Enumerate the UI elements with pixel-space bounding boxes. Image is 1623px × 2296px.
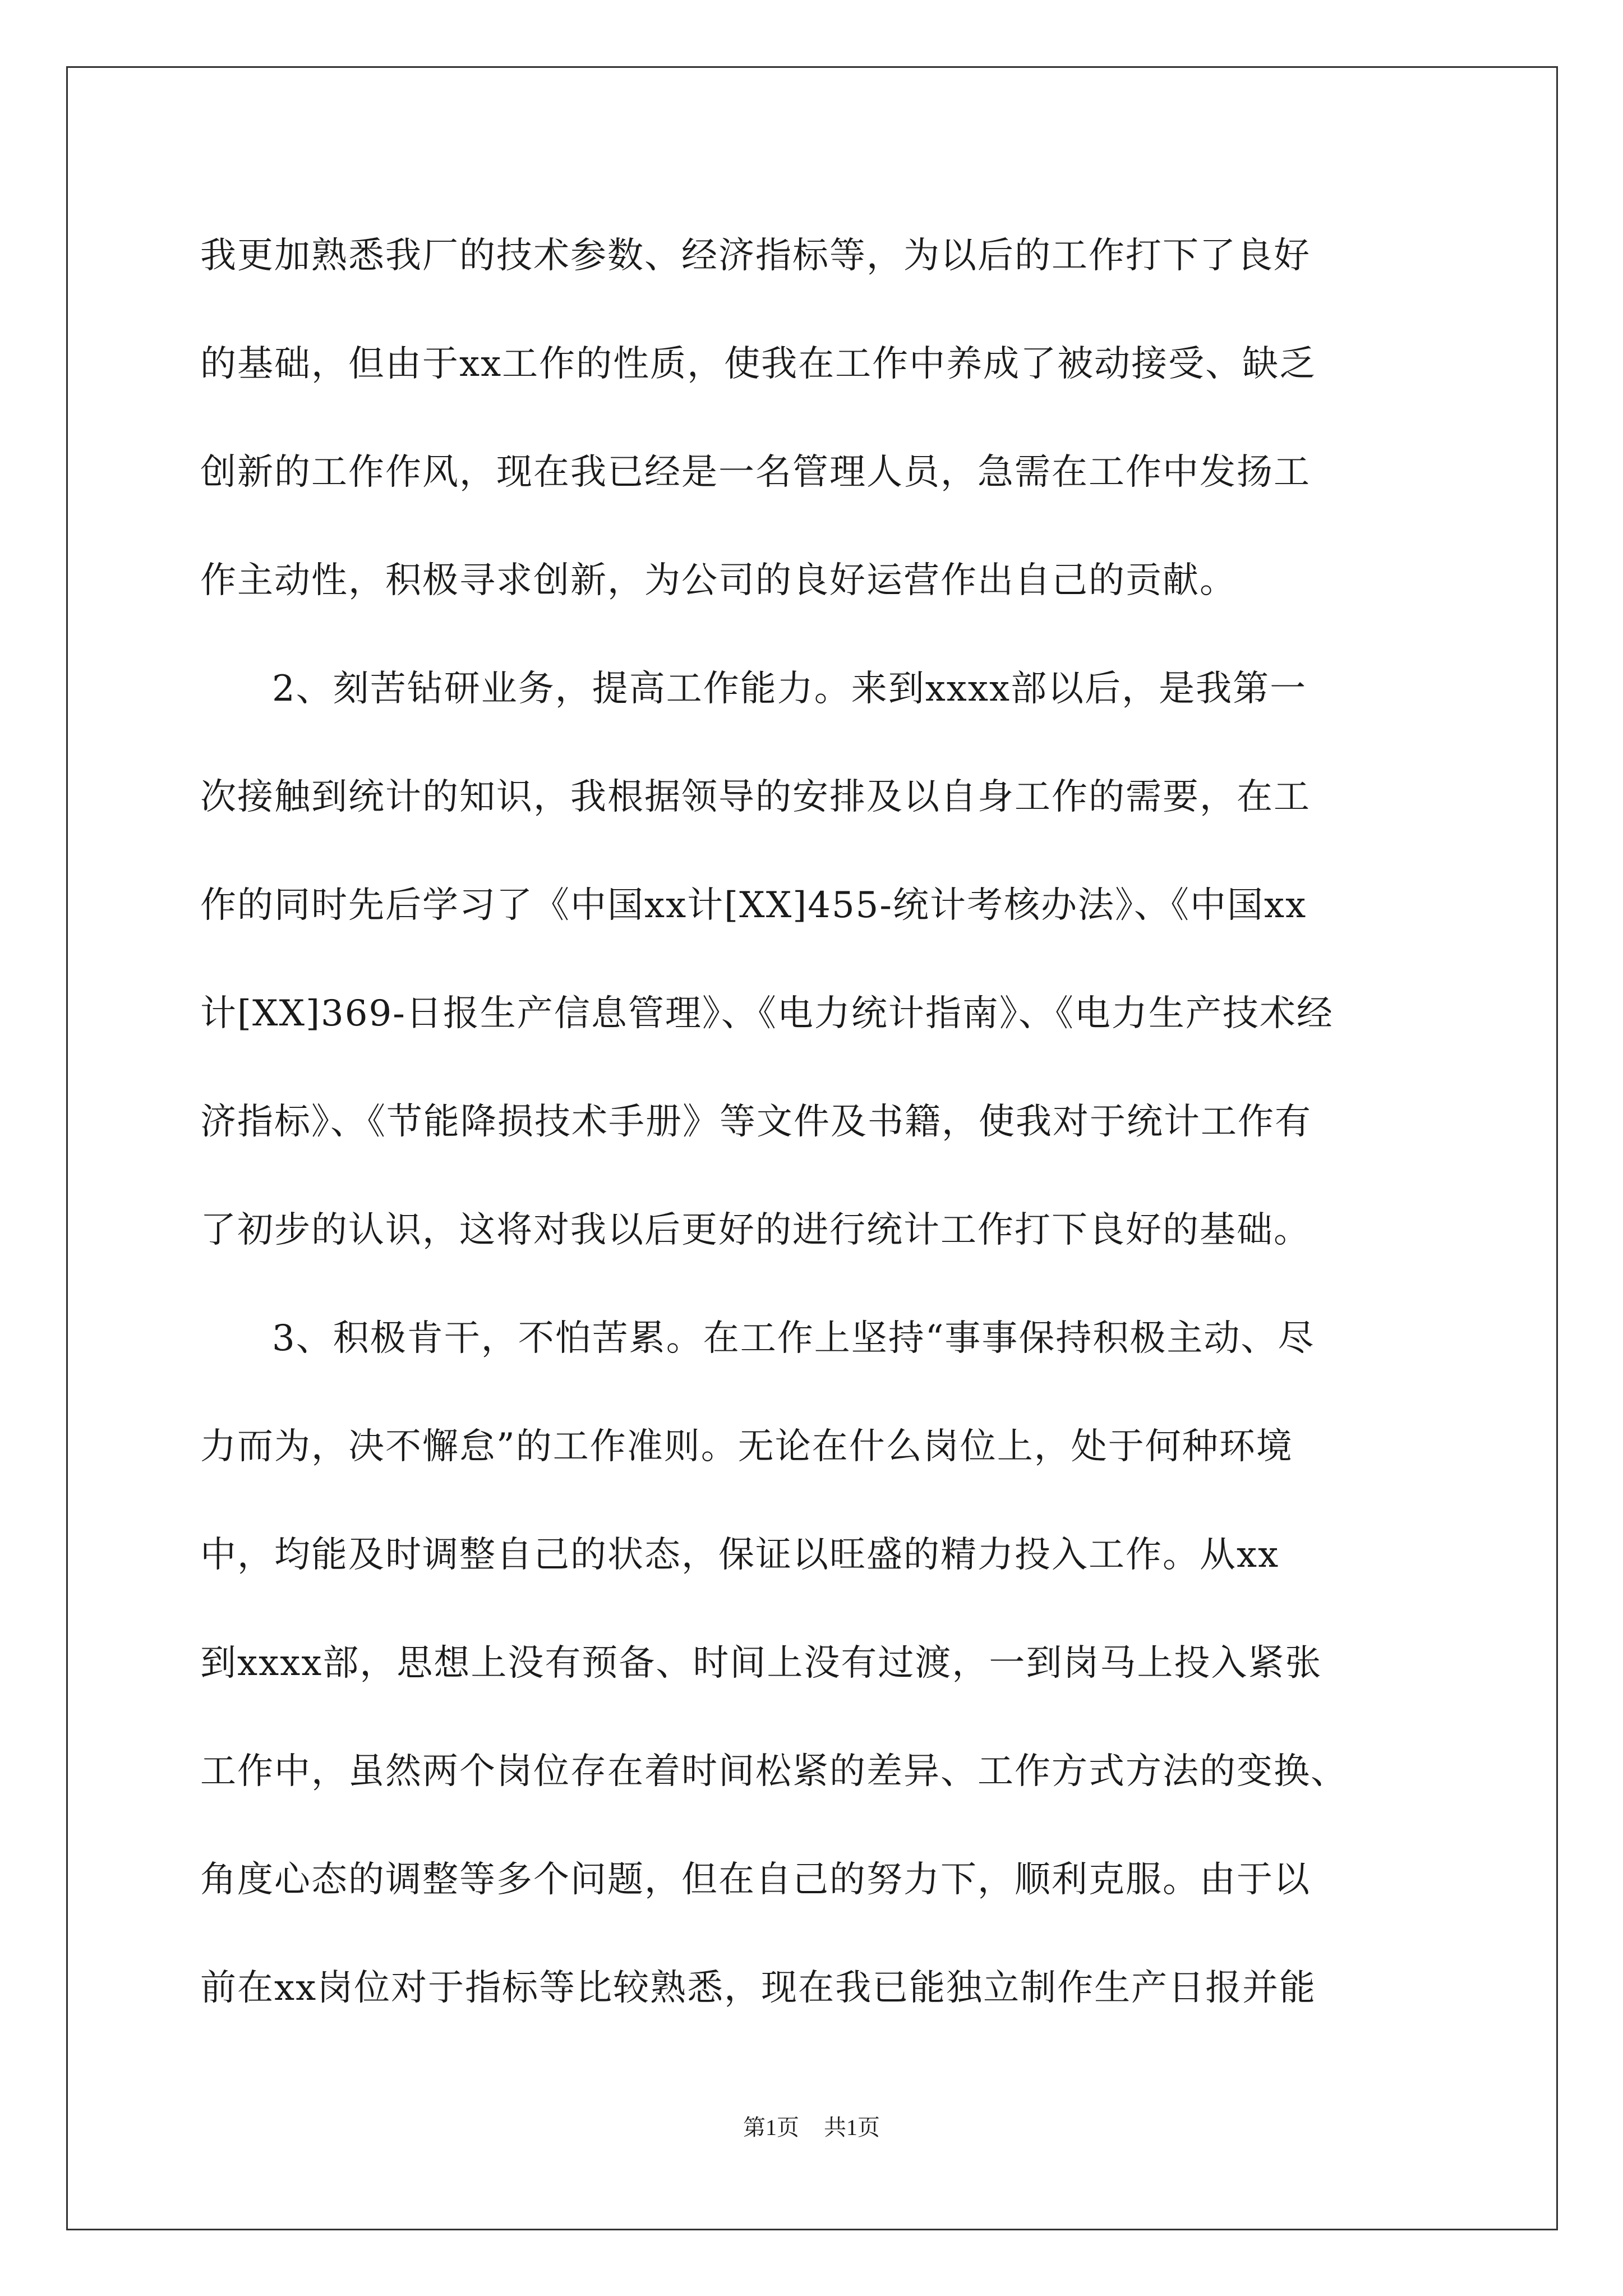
text-line: 角度心态的调整等多个问题，但在自己的努力下，顺利克服。由于以 [200, 1859, 1311, 1901]
paragraph-start-line: 3、积极肯干，不怕苦累。在工作上坚持“事事保持积极主动、尽 [272, 1318, 1315, 1359]
text-line: 的基础，但由于xx工作的性质，使我在工作中养成了被动接受、缺乏 [200, 343, 1317, 385]
text-line: 创新的工作作风，现在我已经是一名管理人员，急需在工作中发扬工 [200, 452, 1311, 493]
text-line: 我更加熟悉我厂的技术参数、经济指标等，为以后的工作打下了良好 [200, 235, 1311, 277]
text-line: 到xxxx部，思想上没有预备、时间上没有过渡，一到岗马上投入紧张 [200, 1642, 1322, 1684]
text-line: 次接触到统计的知识，我根据领导的安排及以自身工作的需要，在工 [200, 776, 1311, 818]
text-line: 工作中，虽然两个岗位存在着时间松紧的差异、工作方式方法的变换、 [200, 1751, 1348, 1792]
text-line: 作主动性，积极寻求创新，为公司的良好运营作出自己的贡献。 [200, 560, 1237, 601]
text-line: 作的同时先后学习了《中国xx计[XX]455-统计考核办法》、《中国xx [200, 885, 1307, 926]
text-line: 中，均能及时调整自己的状态，保证以旺盛的精力投入工作。从xx [200, 1534, 1280, 1576]
text-line: 前在xx岗位对于指标等比较熟悉，现在我已能独立制作生产日报并能 [200, 1967, 1317, 2009]
text-line: 济指标》、《节能降损技术手册》等文件及书籍，使我对于统计工作有 [200, 1101, 1312, 1143]
text-line: 了初步的认识，这将对我以后更好的进行统计工作打下良好的基础。 [200, 1209, 1311, 1251]
document-body [200, 202, 1456, 2042]
page-total: 共1页 [824, 2115, 880, 2140]
text-line: 力而为，决不懈怠”的工作准则。无论在什么岗位上，处于何种环境 [200, 1426, 1293, 1467]
text-line: 计[XX]369-日报生产信息管理》、《电力统计指南》、《电力生产技术经 [200, 993, 1334, 1034]
page-number: 第1页 [743, 2115, 799, 2140]
page-footer [0, 2111, 1623, 2145]
paragraph-start-line: 2、刻苦钻研业务，提高工作能力。来到xxxx部以后，是我第一 [272, 668, 1307, 710]
